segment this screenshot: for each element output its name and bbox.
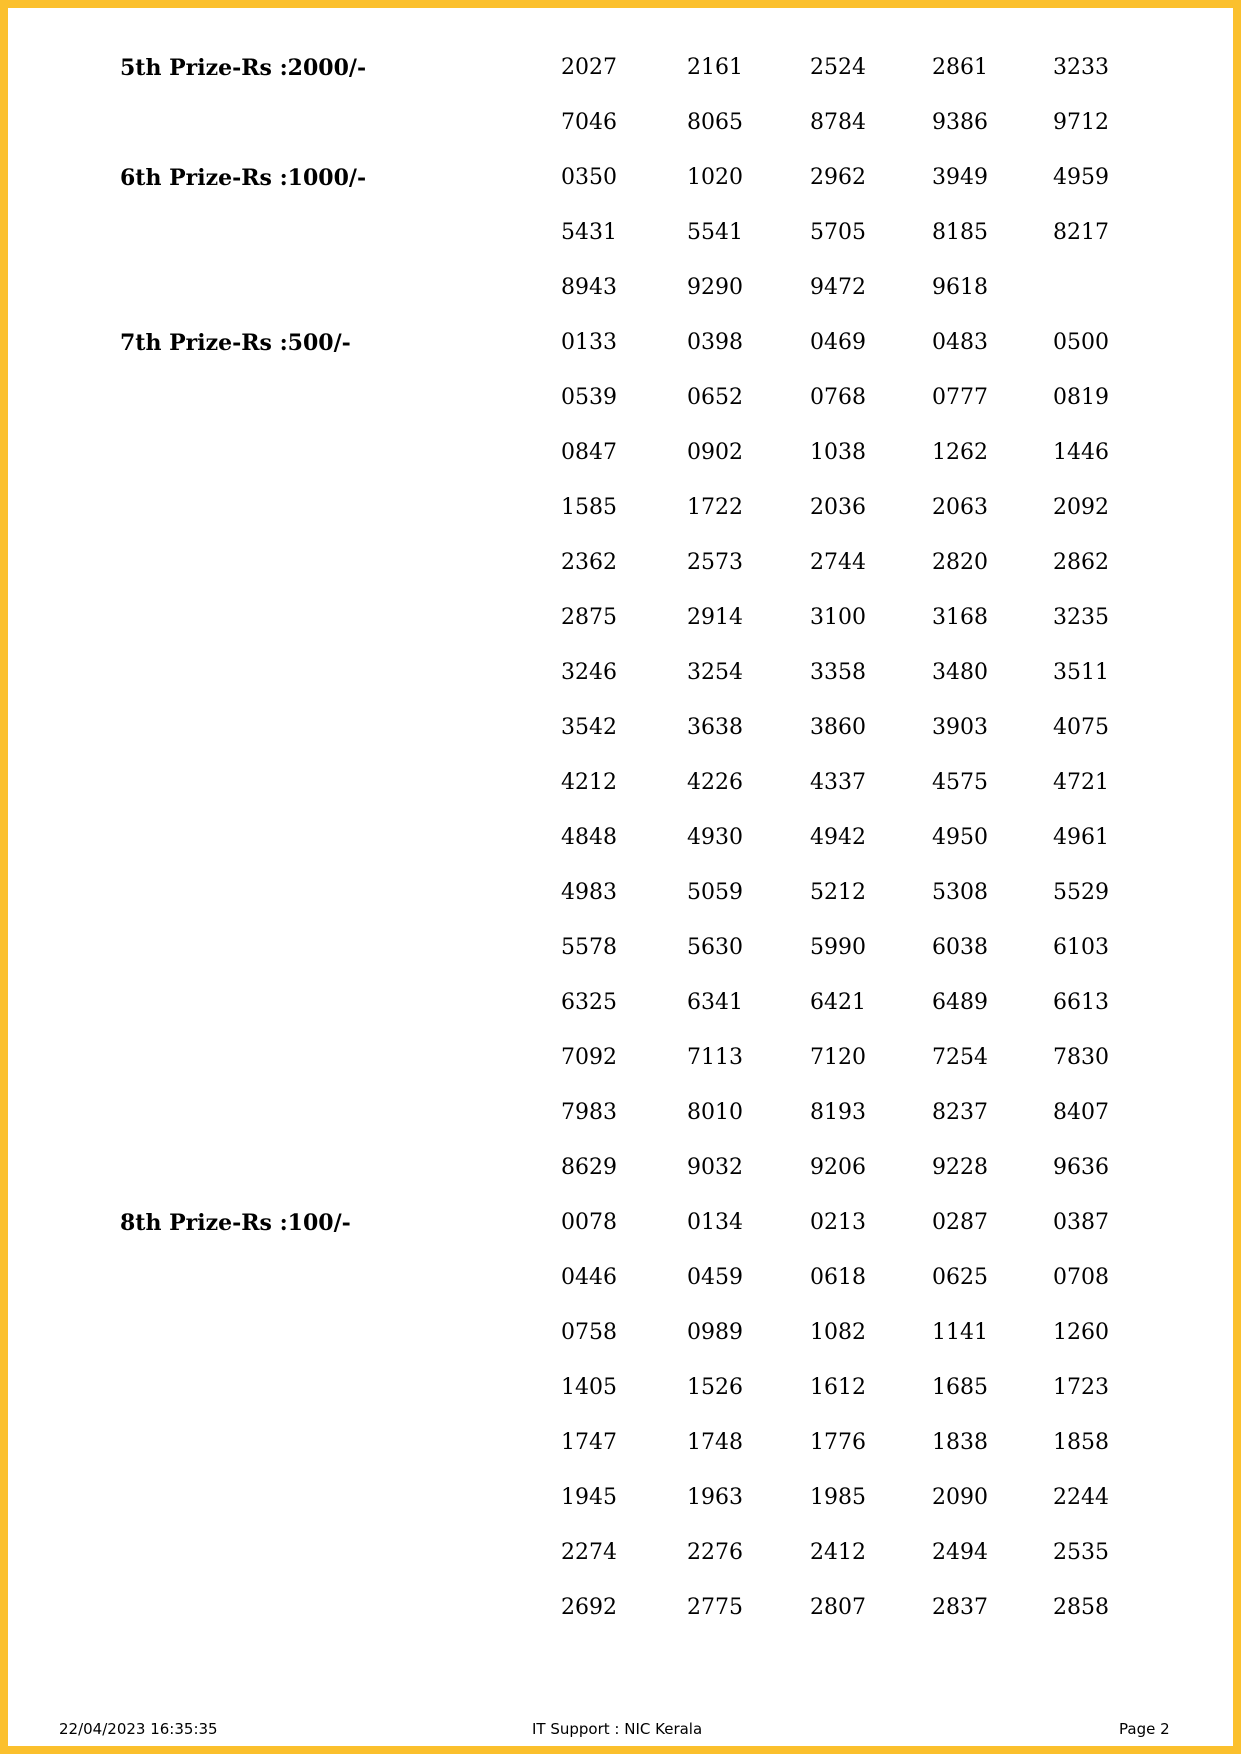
ticket-number: 0133 <box>561 330 617 355</box>
ticket-number: 4337 <box>810 770 866 795</box>
ticket-number: 1585 <box>561 495 617 520</box>
ticket-number: 1945 <box>561 1485 617 1510</box>
ticket-number: 3480 <box>932 660 988 685</box>
ticket-number: 4575 <box>932 770 988 795</box>
ticket-number: 0459 <box>687 1265 743 1290</box>
ticket-number: 1262 <box>932 440 988 465</box>
ticket-number: 1838 <box>932 1430 988 1455</box>
ticket-row <box>8 1088 1233 1143</box>
ticket-number: 1446 <box>1053 440 1109 465</box>
ticket-number: 2573 <box>687 550 743 575</box>
ticket-number: 9472 <box>810 275 866 300</box>
ticket-number: 5541 <box>687 220 743 245</box>
ticket-number: 1526 <box>687 1375 743 1400</box>
ticket-number: 0387 <box>1053 1210 1109 1235</box>
ticket-number: 7983 <box>561 1100 617 1125</box>
ticket-number: 2036 <box>810 495 866 520</box>
ticket-number: 7092 <box>561 1045 617 1070</box>
ticket-number: 2524 <box>810 55 866 80</box>
ticket-number: 6613 <box>1053 990 1109 1015</box>
ticket-number: 7113 <box>687 1045 743 1070</box>
ticket-number: 2875 <box>561 605 617 630</box>
ticket-number: 2063 <box>932 495 988 520</box>
ticket-number: 3233 <box>1053 55 1109 80</box>
ticket-number: 0078 <box>561 1210 617 1235</box>
ticket-number: 0469 <box>810 330 866 355</box>
ticket-number: 4959 <box>1053 165 1109 190</box>
ticket-number: 8407 <box>1053 1100 1109 1125</box>
ticket-number: 9636 <box>1053 1155 1109 1180</box>
ticket-number: 2412 <box>810 1540 866 1565</box>
ticket-row <box>8 1033 1233 1088</box>
ticket-number: 0625 <box>932 1265 988 1290</box>
ticket-number: 0777 <box>932 385 988 410</box>
ticket-number: 1020 <box>687 165 743 190</box>
ticket-number: 2962 <box>810 165 866 190</box>
ticket-number: 3235 <box>1053 605 1109 630</box>
prize-label: 7th Prize-Rs :500/- <box>120 330 351 356</box>
footer-support-text: IT Support : NIC Kerala <box>532 1720 703 1738</box>
ticket-number: 2276 <box>687 1540 743 1565</box>
prize-section <box>8 318 1233 1198</box>
ticket-number: 0500 <box>1053 330 1109 355</box>
ticket-number: 0287 <box>932 1210 988 1235</box>
ticket-number: 2092 <box>1053 495 1109 520</box>
ticket-number: 1685 <box>932 1375 988 1400</box>
ticket-number: 8193 <box>810 1100 866 1125</box>
ticket-number: 2775 <box>687 1595 743 1620</box>
ticket-number: 6489 <box>932 990 988 1015</box>
ticket-number: 3254 <box>687 660 743 685</box>
ticket-number: 5431 <box>561 220 617 245</box>
ticket-number: 2027 <box>561 55 617 80</box>
ticket-number: 9712 <box>1053 110 1109 135</box>
ticket-number: 4983 <box>561 880 617 905</box>
ticket-row <box>8 208 1233 263</box>
ticket-number: 0708 <box>1053 1265 1109 1290</box>
footer-timestamp: 22/04/2023 16:35:35 <box>59 1720 218 1738</box>
ticket-number: 4721 <box>1053 770 1109 795</box>
ticket-row <box>8 1198 1233 1253</box>
ticket-number: 4226 <box>687 770 743 795</box>
ticket-number: 3100 <box>810 605 866 630</box>
ticket-number: 8629 <box>561 1155 617 1180</box>
ticket-number: 6038 <box>932 935 988 960</box>
ticket-number: 6421 <box>810 990 866 1015</box>
ticket-number: 0134 <box>687 1210 743 1235</box>
ticket-row <box>8 1143 1233 1198</box>
ticket-number: 8943 <box>561 275 617 300</box>
ticket-number: 4950 <box>932 825 988 850</box>
ticket-number: 1722 <box>687 495 743 520</box>
ticket-number: 0539 <box>561 385 617 410</box>
ticket-number: 2862 <box>1053 550 1109 575</box>
ticket-number: 7046 <box>561 110 617 135</box>
ticket-row <box>8 1418 1233 1473</box>
ticket-row <box>8 263 1233 318</box>
ticket-number: 6341 <box>687 990 743 1015</box>
prize-section <box>8 1198 1233 1638</box>
ticket-number: 3511 <box>1053 660 1109 685</box>
ticket-row <box>8 1308 1233 1363</box>
ticket-row <box>8 538 1233 593</box>
ticket-number: 4961 <box>1053 825 1109 850</box>
ticket-number: 4942 <box>810 825 866 850</box>
ticket-number: 3860 <box>810 715 866 740</box>
ticket-number: 2807 <box>810 1595 866 1620</box>
ticket-row <box>8 153 1233 208</box>
ticket-row <box>8 1583 1233 1638</box>
ticket-number: 0213 <box>810 1210 866 1235</box>
ticket-number: 5308 <box>932 880 988 905</box>
ticket-number: 0758 <box>561 1320 617 1345</box>
ticket-number: 9206 <box>810 1155 866 1180</box>
ticket-number: 2161 <box>687 55 743 80</box>
ticket-number: 2090 <box>932 1485 988 1510</box>
ticket-row <box>8 978 1233 1033</box>
ticket-number: 1723 <box>1053 1375 1109 1400</box>
ticket-number: 1260 <box>1053 1320 1109 1345</box>
ticket-number: 0819 <box>1053 385 1109 410</box>
ticket-row <box>8 373 1233 428</box>
ticket-number: 0768 <box>810 385 866 410</box>
ticket-number: 4848 <box>561 825 617 850</box>
ticket-row <box>8 923 1233 978</box>
ticket-number: 3246 <box>561 660 617 685</box>
ticket-number: 3358 <box>810 660 866 685</box>
ticket-number: 0350 <box>561 165 617 190</box>
ticket-number: 2535 <box>1053 1540 1109 1565</box>
ticket-number: 2494 <box>932 1540 988 1565</box>
ticket-number: 3638 <box>687 715 743 740</box>
ticket-number: 0902 <box>687 440 743 465</box>
ticket-number: 1776 <box>810 1430 866 1455</box>
ticket-number: 1141 <box>932 1320 988 1345</box>
ticket-number: 1038 <box>810 440 866 465</box>
prize-label: 8th Prize-Rs :100/- <box>120 1210 351 1236</box>
ticket-number: 8237 <box>932 1100 988 1125</box>
page-footer <box>8 1720 1233 1740</box>
footer-page-number: Page 2 <box>1119 1720 1170 1738</box>
ticket-number: 2914 <box>687 605 743 630</box>
ticket-number: 6103 <box>1053 935 1109 960</box>
ticket-number: 0847 <box>561 440 617 465</box>
ticket-number: 4930 <box>687 825 743 850</box>
ticket-number: 0398 <box>687 330 743 355</box>
ticket-number: 9618 <box>932 275 988 300</box>
ticket-number: 1612 <box>810 1375 866 1400</box>
ticket-number: 1985 <box>810 1485 866 1510</box>
ticket-number: 5578 <box>561 935 617 960</box>
ticket-number: 9386 <box>932 110 988 135</box>
ticket-row <box>8 98 1233 153</box>
ticket-number: 3542 <box>561 715 617 740</box>
ticket-row <box>8 43 1233 98</box>
ticket-number: 1748 <box>687 1430 743 1455</box>
ticket-row <box>8 483 1233 538</box>
ticket-number: 5630 <box>687 935 743 960</box>
prize-section <box>8 43 1233 153</box>
ticket-row <box>8 868 1233 923</box>
ticket-number: 5705 <box>810 220 866 245</box>
ticket-row <box>8 1528 1233 1583</box>
ticket-number: 5212 <box>810 880 866 905</box>
ticket-row <box>8 318 1233 373</box>
ticket-number: 2820 <box>932 550 988 575</box>
ticket-row <box>8 703 1233 758</box>
ticket-number: 1082 <box>810 1320 866 1345</box>
ticket-number: 5990 <box>810 935 866 960</box>
ticket-number: 0446 <box>561 1265 617 1290</box>
ticket-number: 7830 <box>1053 1045 1109 1070</box>
ticket-number: 9290 <box>687 275 743 300</box>
ticket-number: 1858 <box>1053 1430 1109 1455</box>
ticket-number: 9032 <box>687 1155 743 1180</box>
ticket-number: 5529 <box>1053 880 1109 905</box>
ticket-number: 2744 <box>810 550 866 575</box>
ticket-number: 0483 <box>932 330 988 355</box>
ticket-row <box>8 758 1233 813</box>
ticket-number: 2362 <box>561 550 617 575</box>
prize-results <box>8 43 1233 1638</box>
ticket-number: 8010 <box>687 1100 743 1125</box>
ticket-row <box>8 813 1233 868</box>
ticket-number: 0618 <box>810 1265 866 1290</box>
ticket-row <box>8 593 1233 648</box>
ticket-number: 8065 <box>687 110 743 135</box>
ticket-number: 7120 <box>810 1045 866 1070</box>
ticket-number: 4212 <box>561 770 617 795</box>
ticket-row <box>8 648 1233 703</box>
ticket-number: 2274 <box>561 1540 617 1565</box>
ticket-number: 2861 <box>932 55 988 80</box>
ticket-number: 4075 <box>1053 715 1109 740</box>
ticket-row <box>8 1363 1233 1418</box>
ticket-number: 0989 <box>687 1320 743 1345</box>
ticket-number: 6325 <box>561 990 617 1015</box>
ticket-number: 2837 <box>932 1595 988 1620</box>
ticket-number: 2858 <box>1053 1595 1109 1620</box>
ticket-number: 7254 <box>932 1045 988 1070</box>
ticket-number: 0652 <box>687 385 743 410</box>
ticket-row <box>8 1253 1233 1308</box>
ticket-number: 1963 <box>687 1485 743 1510</box>
ticket-number: 2244 <box>1053 1485 1109 1510</box>
ticket-number: 8784 <box>810 110 866 135</box>
ticket-number: 8217 <box>1053 220 1109 245</box>
ticket-number: 9228 <box>932 1155 988 1180</box>
ticket-row <box>8 1473 1233 1528</box>
ticket-number: 1747 <box>561 1430 617 1455</box>
ticket-number: 5059 <box>687 880 743 905</box>
ticket-number: 8185 <box>932 220 988 245</box>
ticket-number: 3949 <box>932 165 988 190</box>
ticket-number: 2692 <box>561 1595 617 1620</box>
ticket-row <box>8 428 1233 483</box>
ticket-number: 3168 <box>932 605 988 630</box>
prize-section <box>8 153 1233 318</box>
prize-label: 5th Prize-Rs :2000/- <box>120 55 367 81</box>
prize-label: 6th Prize-Rs :1000/- <box>120 165 367 191</box>
ticket-number: 3903 <box>932 715 988 740</box>
ticket-number: 1405 <box>561 1375 617 1400</box>
